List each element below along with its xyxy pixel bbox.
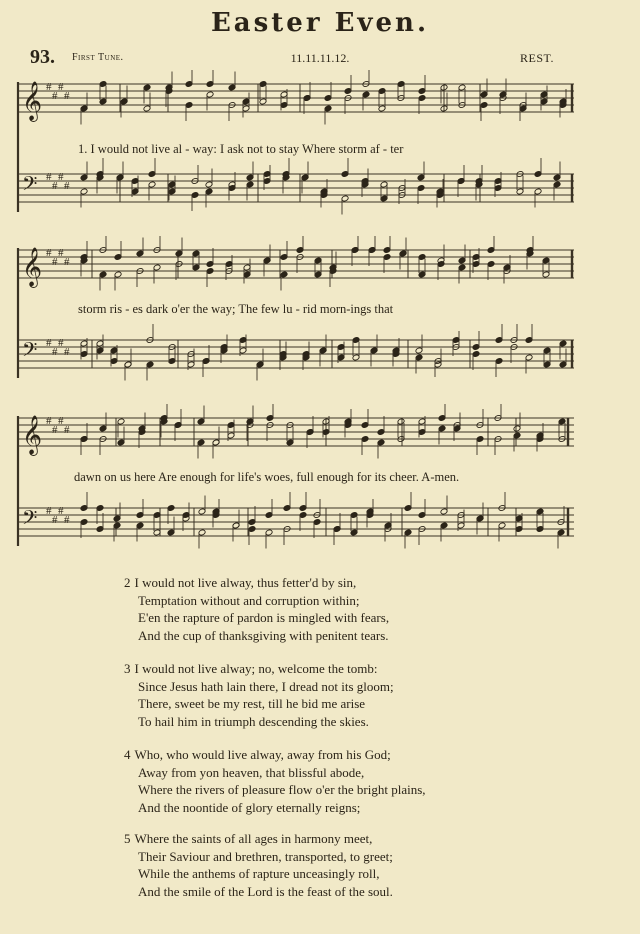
music-system-2	[0, 236, 640, 386]
sharp-icon: #	[58, 247, 64, 259]
hymn-number: 93.	[30, 46, 55, 68]
sharp-icon: #	[46, 337, 52, 349]
treble-clef-icon: 𝄞	[22, 247, 43, 287]
sharp-icon: #	[52, 424, 58, 436]
sharp-icon: #	[52, 90, 58, 102]
stanza-line: And the noontide of glory eternally reigns;	[138, 799, 361, 815]
bass-clef-icon: 𝄢	[22, 338, 38, 366]
page-title: Easter Even.	[210, 8, 430, 38]
sharp-icon: #	[58, 505, 64, 517]
sharp-icon: #	[64, 180, 70, 192]
stanza-4	[124, 746, 426, 816]
bass-clef-icon: 𝄢	[22, 172, 38, 200]
sharp-icon: #	[52, 346, 58, 358]
sharp-icon: #	[46, 415, 52, 427]
stanza-line: 3 I would not live alway; no, welcome the tomb:	[124, 661, 378, 676]
stanza-3	[124, 660, 394, 730]
stanza-line: And the smile of the Lord is the feast of the soul.	[138, 883, 393, 899]
tune-label: First Tune.	[72, 52, 124, 63]
meter-label: 11.11.11.12.	[290, 51, 350, 65]
music-system-1	[0, 70, 640, 220]
treble-clef-icon: 𝄞	[22, 81, 43, 121]
sharp-icon: #	[58, 171, 64, 183]
stanza-line: 2 I would not live alway, thus fetter'd by sin,	[124, 575, 357, 590]
sharp-icon: #	[64, 256, 70, 268]
sharp-icon: #	[64, 424, 70, 436]
alt-tune-label: REST.	[520, 51, 554, 65]
stanza-line: Away from yon heaven, that blissful abode,	[138, 764, 365, 780]
stanza-line: And the cup of thanksgiving with penitent tears.	[138, 627, 389, 643]
sharp-icon: #	[58, 337, 64, 349]
stanza-number: 4	[124, 747, 131, 762]
sharp-icon: #	[46, 505, 52, 517]
stanza-line: Since Jesus hath lain there, I dread not its gloom;	[138, 678, 394, 694]
stanza-number: 5	[124, 831, 131, 846]
sharp-icon: #	[52, 514, 58, 526]
sharp-icon: #	[58, 81, 64, 93]
stanza-number: 2	[124, 575, 131, 590]
music-system-3	[0, 404, 640, 554]
lyrics-line-3: dawn on us here Are enough for life's woes, full enough for its cheer. A-men.	[74, 470, 460, 484]
stanza-line: To hail him in triumph descending the skies.	[138, 713, 369, 729]
sharp-icon: #	[58, 415, 64, 427]
stanza-line: E'en the rapture of pardon is mingled with fears,	[138, 610, 390, 625]
sharp-icon: #	[64, 346, 70, 358]
stanza-line: Their Saviour and brethren, transported, to greet;	[138, 848, 393, 864]
stanza-line: Temptation without and corruption within;	[138, 592, 360, 608]
bass-clef-icon: 𝄢	[22, 506, 38, 534]
stanza-2	[124, 574, 389, 644]
sharp-icon: #	[46, 247, 52, 259]
stanza-number: 3	[124, 661, 131, 676]
sharp-icon: #	[64, 90, 70, 102]
lyrics-line-1: 1. I would not live al - way: I ask not to stay Where storm af - ter	[78, 142, 404, 156]
stanza-line: 4 Who, who would live alway, away from his God;	[124, 747, 391, 762]
sharp-icon: #	[52, 180, 58, 192]
sharp-icon: #	[46, 171, 52, 183]
sharp-icon: #	[46, 81, 52, 93]
stanza-5	[124, 830, 393, 900]
treble-clef-icon: 𝄞	[22, 415, 43, 455]
stanza-line: There, sweet be my rest, till he bid me arise	[138, 696, 366, 711]
lyrics-line-2: storm ris - es dark o'er the way; The few lu - rid morn-ings that	[78, 302, 394, 316]
sharp-icon: #	[52, 256, 58, 268]
stanza-line: Where the rivers of pleasure flow o'er the bright plains,	[138, 782, 426, 797]
stanza-line: While the anthems of rapture unceasingly roll,	[138, 866, 380, 881]
sharp-icon: #	[64, 514, 70, 526]
stanza-line: 5 Where the saints of all ages in harmony meet,	[124, 831, 373, 846]
